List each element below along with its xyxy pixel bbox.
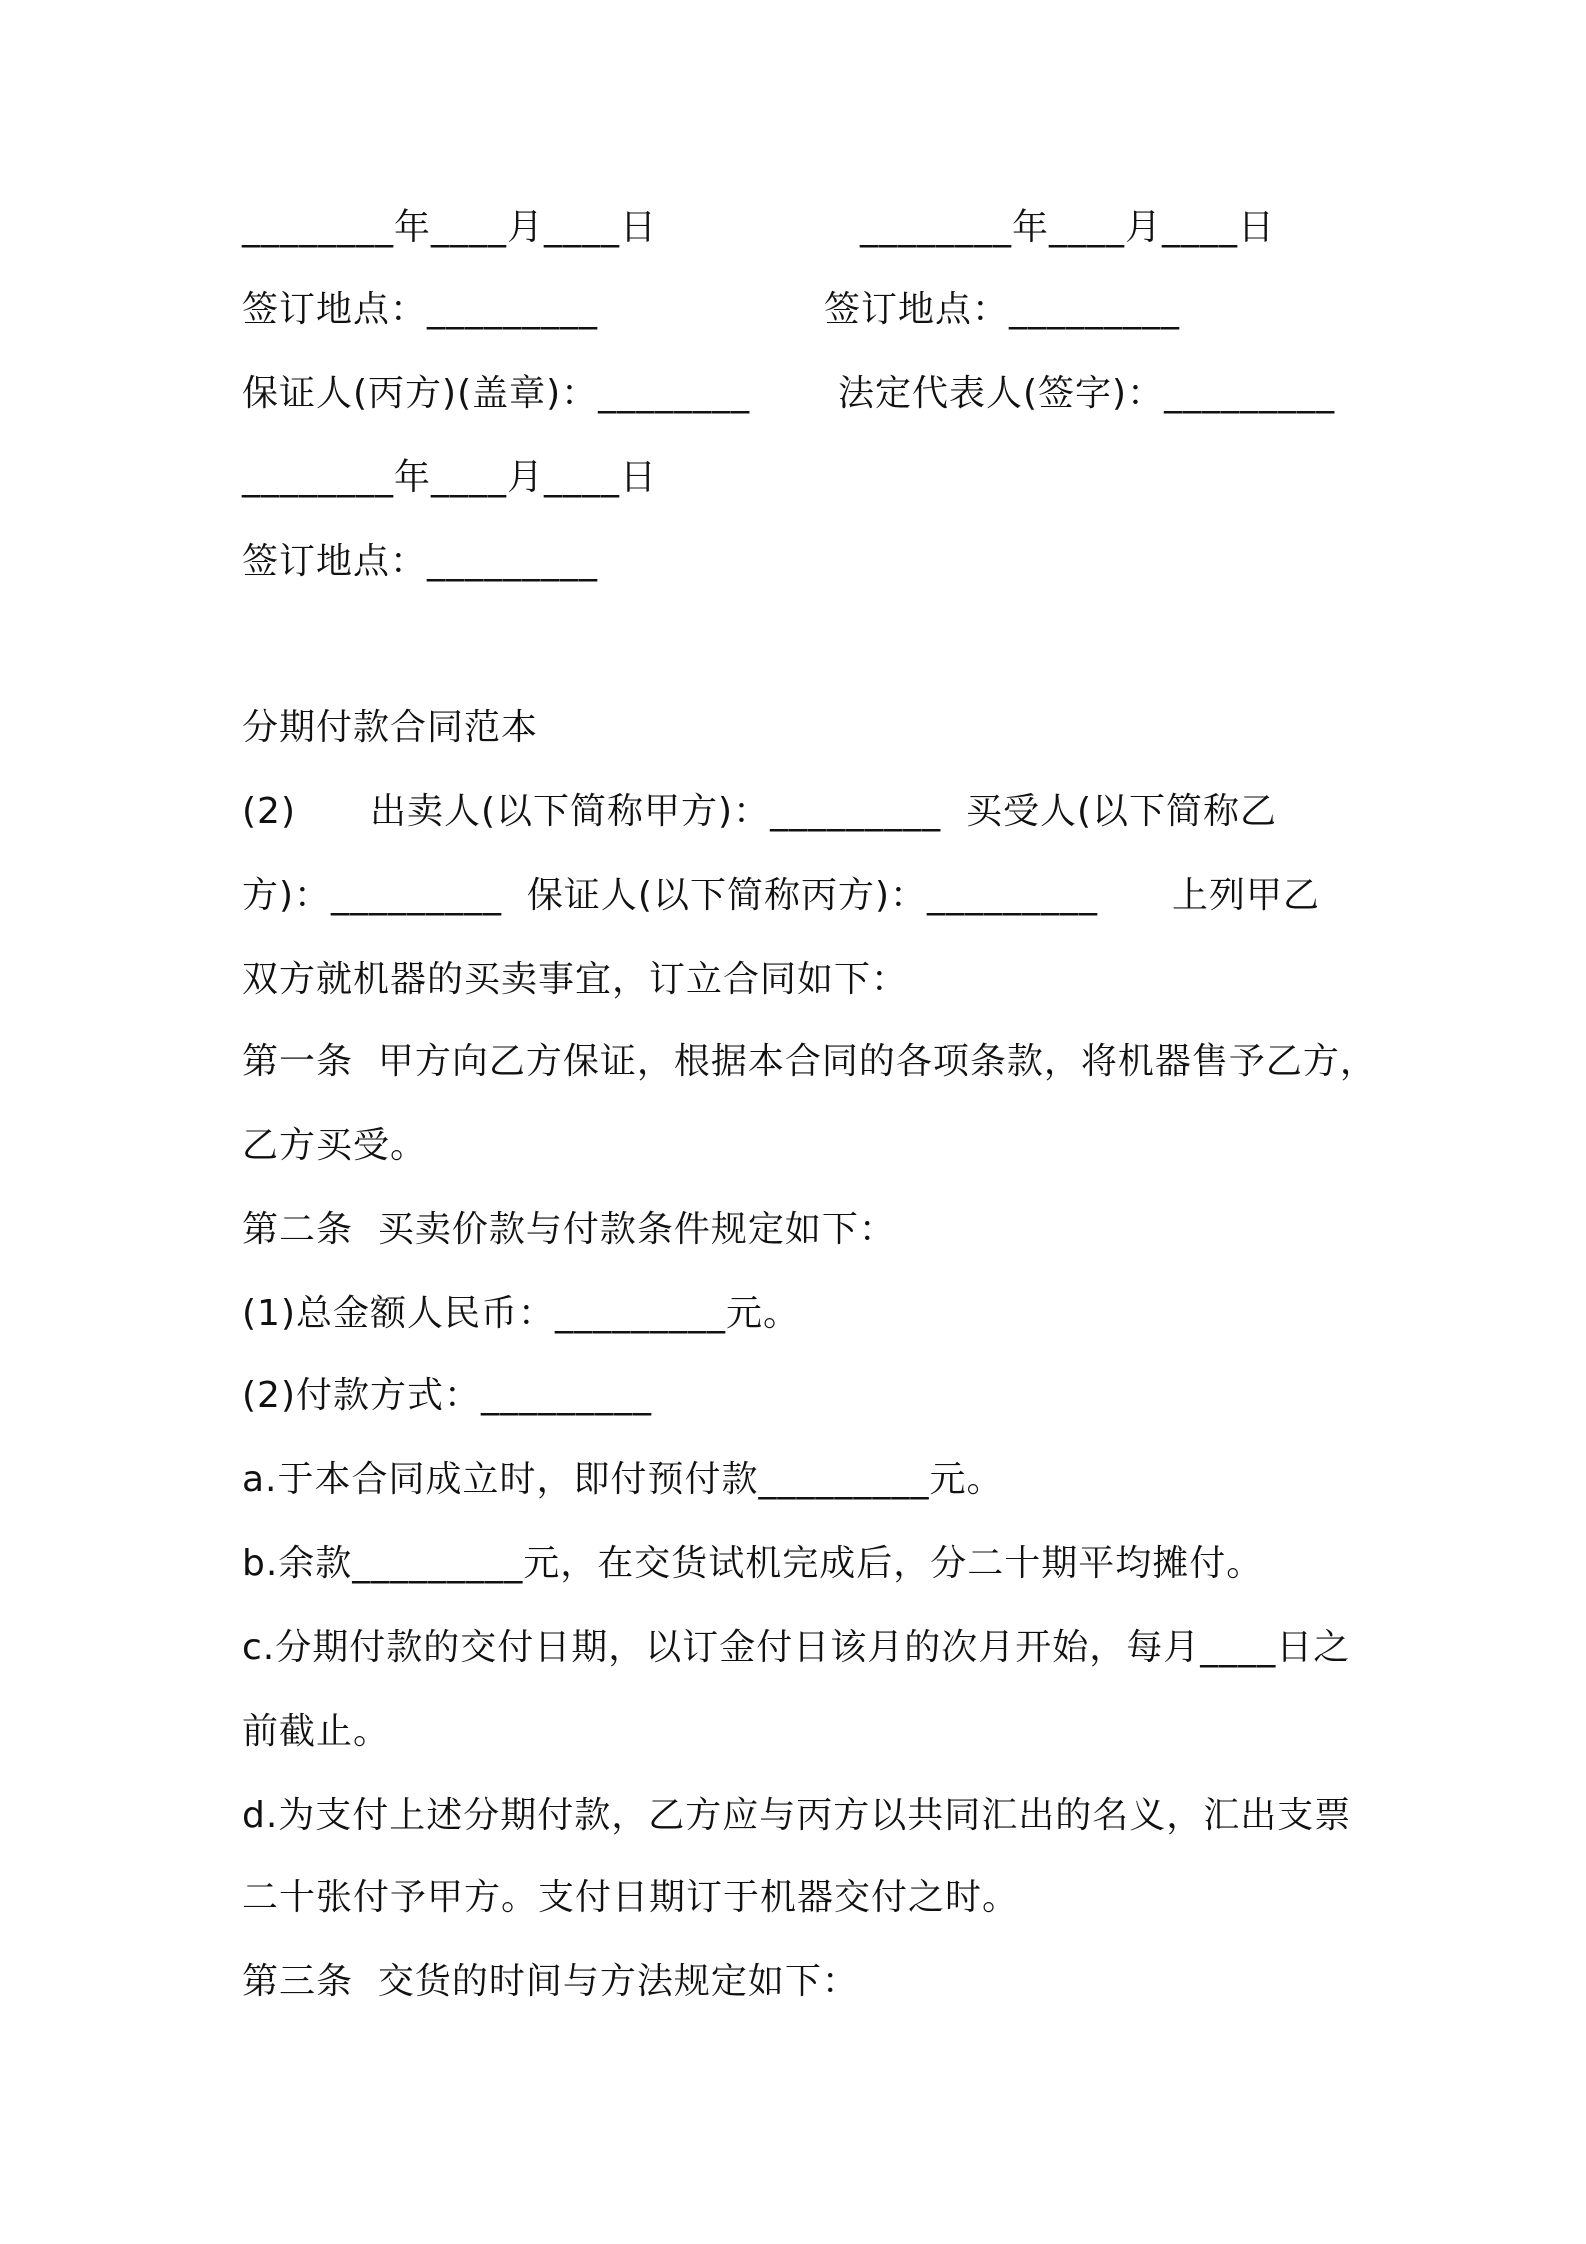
intro-line-2: 方)：_________ 保证人(以下简称丙方)：_________ 上列甲乙 — [242, 875, 1321, 916]
signing-date-right: ________年____月____日 — [860, 207, 1275, 248]
item-1-total-amount: (1)总金额人民币：_________元。 — [242, 1293, 800, 1334]
item-d-line-2: 二十张付予甲方。支付日期订于机器交付之时。 — [242, 1877, 1020, 1918]
item-2-payment-method: (2)付款方式：_________ — [242, 1375, 652, 1416]
item-b-balance: b.余款_________元，在交货试机完成后，分二十期平均摊付。 — [242, 1543, 1264, 1584]
article-1-line-1: 第一条 甲方向乙方保证，根据本合同的各项条款，将机器售予乙方， — [242, 1041, 1377, 1082]
contract-title: 分期付款合同范本 — [242, 707, 539, 748]
item-c-line-1: c.分期付款的交付日期，以订金付日该月的次月开始，每月____日之 — [242, 1627, 1351, 1668]
article-1-line-2: 乙方买受。 — [242, 1125, 428, 1166]
signing-place-guarantor: 签订地点：_________ — [242, 541, 599, 582]
article-3-heading: 第三条 交货的时间与方法规定如下： — [242, 1961, 859, 2002]
signing-date-guarantor: ________年____月____日 — [242, 457, 657, 498]
article-2-heading: 第二条 买卖价款与付款条件规定如下： — [242, 1209, 896, 1250]
intro-line-3: 双方就机器的买卖事宜，订立合同如下： — [242, 959, 909, 1000]
item-d-line-1: d.为支付上述分期付款，乙方应与丙方以共同汇出的名义，汇出支票 — [242, 1795, 1352, 1836]
item-c-line-2: 前截止。 — [242, 1711, 391, 1752]
signing-place-right: 签订地点：_________ — [824, 289, 1181, 330]
guarantor-seal-line: 保证人(丙方)(盖章)：________ — [242, 373, 751, 414]
signing-place-left: 签订地点：_________ — [242, 289, 599, 330]
item-a-prepayment: a.于本合同成立时，即付预付款_________元。 — [242, 1459, 1004, 1500]
intro-line-1: (2) 出卖人(以下简称甲方)：_________ 买受人(以下简称乙 — [242, 791, 1278, 832]
signing-date-left: ________年____月____日 — [242, 207, 657, 248]
legal-representative-line: 法定代表人(签字)：_________ — [838, 373, 1336, 414]
